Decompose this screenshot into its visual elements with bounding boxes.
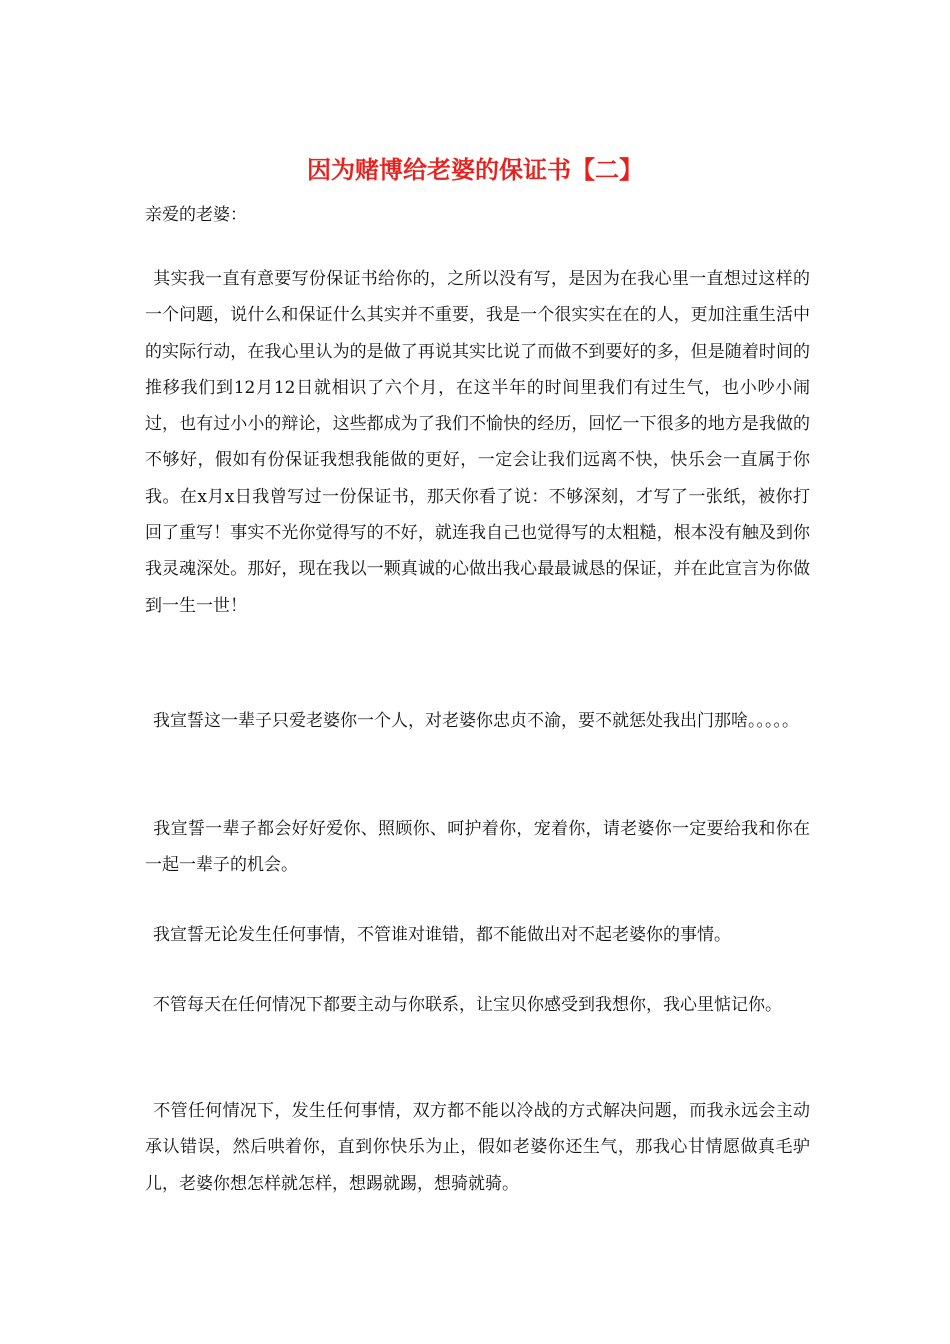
paragraph-2 (145, 703, 810, 739)
paragraph-3-text: 我宣誓一辈子都会好好爱你、照顾你、呵护着你，宠着你，请老婆你一定要给我和你在一起一辈子的机会。 (145, 819, 810, 876)
paragraph-5 (145, 987, 810, 1023)
paragraph-1 (145, 261, 810, 624)
paragraph-4-text: 我宣誓无论发生任何事情，不管谁对谁错，都不能做出对不起老婆你的事情。 (153, 925, 731, 945)
salutation: 亲爱的老婆： (145, 205, 247, 225)
paragraph-2-text: 我宣誓这一辈子只爱老婆你一个人，对老婆你忠贞不渝，要不就惩处我出门那啥。。。。。 (153, 711, 799, 731)
paragraph-5-text: 不管每天在任何情况下都要主动与你联系，让宝贝你感受到我想你，我心里惦记你。 (153, 995, 782, 1015)
paragraph-6-text: 不管任何情况下，发生任何事情，双方都不能以冷战的方式解决问题，而我永远会主动承认错误，然后哄着你，直到你快乐为止，假如老婆你还生气，那我心甘情愿做真毛驴儿，老婆你想怎样就怎样，想踢就踢，想骑就骑。 (145, 1101, 810, 1194)
paragraph-1-text: 其实我一直有意要写份保证书给你的，之所以没有写，是因为在我心里一直想过这样的一个问题，说什么和保证什么其实并不重要，我是一个很实实在在的人，更加注重生活中的实际行动，在我心里认为的是做了再说其实比说了而做不到要好的多，但是随着时间的推移我们到12月12日就相识了六个月，在这半年的时间里我们有过生气，也小吵小闹过，也有过小小的辩论，这些都成为了我们不愉快的经历，回忆一下很多的地方是我做的不够好，假如有份保证我想我能做的更好，一定会让我们远离不快，快乐会一直属于你我。在x月x日我曾写过一份保证书，那天你看了说：不够深刻，才写了一张纸，被你打回了重写！事实不光你觉得写的不好，就连我自己也觉得写的太粗糙，根本没有触及到你我灵魂深处。那好，现在我以一颗真诚的心做出我心最最诚恳的保证，并在此宣言为你做到一生一世！ (145, 269, 810, 616)
paragraph-3 (145, 811, 810, 884)
document-title: 因为赌博给老婆的保证书【二】 (307, 155, 643, 184)
paragraph-6 (145, 1093, 810, 1202)
paragraph-4 (145, 917, 810, 953)
